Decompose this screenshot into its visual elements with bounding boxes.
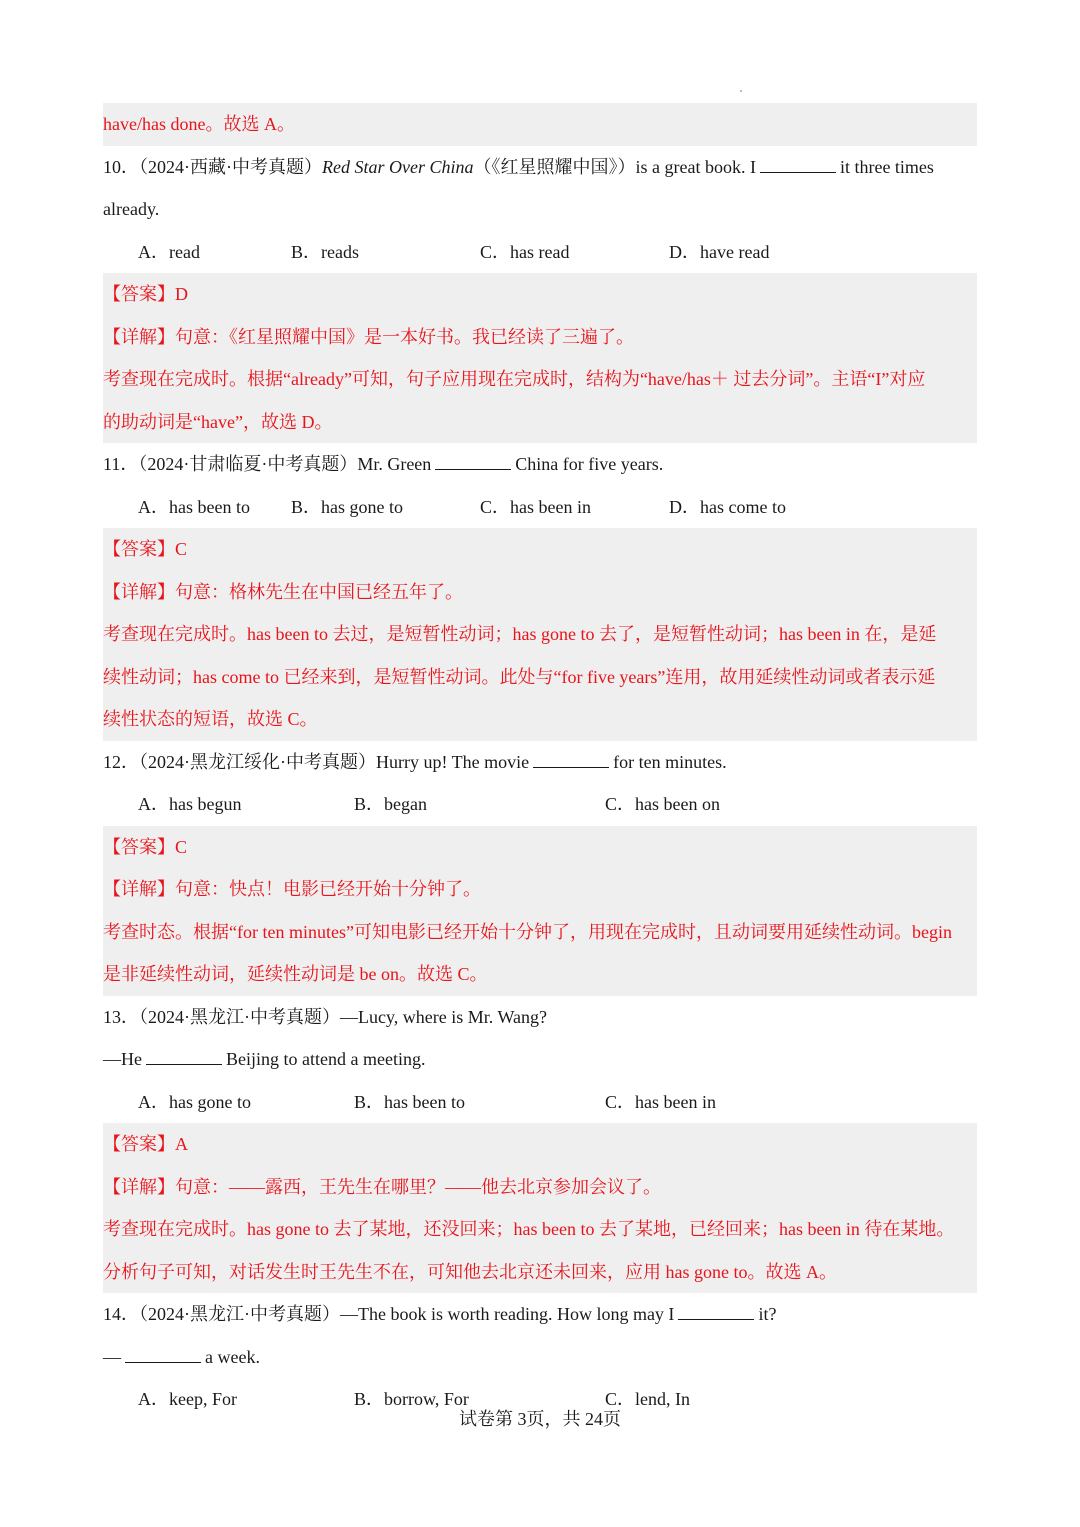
option-a[interactable]: A．keep, For [138, 1389, 237, 1409]
q13-stem: 13．（2024·黑龙江·中考真题）—Lucy, where is Mr. Wang? [103, 1006, 547, 1027]
q12-stem: 12．（2024·黑龙江绥化·中考真题）Hurry up! The movie for ten minutes. [103, 751, 727, 772]
option-c[interactable]: C．lend, In [605, 1389, 690, 1409]
option-a[interactable]: A．read [138, 241, 200, 262]
option-b[interactable]: B．has been to [354, 1091, 465, 1112]
q11-options [103, 486, 977, 529]
option-d[interactable]: D．has come to [669, 496, 786, 517]
exam-page [103, 103, 977, 1421]
q13-explain-2: 考查现在完成时。has gone to 去了某地，还没回来；has been to 去了某地，已经回来；has been in 待在某地。 [103, 1208, 977, 1251]
q9-explanation-tail: have/has done。故选 A。 [103, 103, 977, 146]
option-c[interactable]: C．has read [480, 241, 570, 262]
option-b[interactable]: B．began [354, 794, 427, 814]
q10-stem: 10．（2024·西藏·中考真题）Red Star Over China（《红星照耀中国》）is a great book. I it three times [103, 156, 934, 177]
q12-explain-3: 是非延续性动词，延续性动词是 be on。故选 C。 [103, 953, 977, 996]
q11-explain-3: 续性动词；has come to 已经来到，是短暂性动词。此处与“for five years”连用，故用延续性动词或者表示延 [103, 656, 977, 699]
book-title: Red Star Over China [322, 156, 474, 177]
q14-stem-cont: — a week. [103, 1346, 260, 1367]
option-c[interactable]: C．has been in [605, 1091, 716, 1112]
answer-blank [146, 1063, 222, 1065]
option-c[interactable]: C．has been in [480, 496, 591, 517]
q12-explain-1: 【详解】句意：快点！电影已经开始十分钟了。 [103, 868, 977, 911]
page-footer: 试卷第 3页，共 24页 [459, 1409, 621, 1429]
q10-answer: 【答案】D [103, 273, 977, 316]
q10-stem-cont: already. [103, 199, 160, 219]
q12-explain-2: 考查时态。根据“for ten minutes”可知电影已经开始十分钟了，用现在完成时，且动词要用延续性动词。begin [103, 911, 977, 954]
q13-stem-cont: —He Beijing to attend a meeting. [103, 1049, 426, 1069]
q13-options [103, 1081, 977, 1124]
answer-blank [125, 1361, 201, 1363]
q10-options [103, 231, 977, 274]
q11-answer: 【答案】C [103, 528, 977, 571]
option-b[interactable]: B．reads [291, 241, 359, 262]
q11-stem: 11．（2024·甘肃临夏·中考真题）Mr. Green China for five years. [103, 454, 664, 474]
q10-explain-2: 考查现在完成时。根据“already”可知，句子应用现在完成时，结构为“have/has＋ 过去分词”。主语“I”对应 [103, 358, 977, 401]
q14-stem: 14．（2024·黑龙江·中考真题）—The book is worth reading. How long may I it? [103, 1304, 777, 1324]
q12-options [103, 783, 977, 826]
q12-answer: 【答案】C [103, 826, 977, 869]
option-b[interactable]: B．has gone to [291, 496, 403, 517]
scan-dot [740, 90, 742, 92]
option-a[interactable]: A．has gone to [138, 1091, 251, 1112]
option-c[interactable]: C．has been on [605, 794, 720, 814]
answer-blank [678, 1318, 754, 1320]
answer-blank [760, 171, 836, 173]
option-b[interactable]: B．borrow, For [354, 1389, 469, 1409]
option-a[interactable]: A．has begun [138, 794, 242, 814]
q13-answer: 【答案】A [103, 1123, 977, 1166]
q13-explain-3: 分析句子可知，对话发生时王先生不在，可知他去北京还未回来，应用 has gone to。故选 A。 [103, 1251, 977, 1294]
option-a[interactable]: A．has been to [138, 496, 250, 517]
answer-blank [435, 468, 511, 470]
option-d[interactable]: D．have read [669, 241, 770, 262]
q11-explain-4: 续性状态的短语，故选 C。 [103, 698, 977, 741]
q11-explain-2: 考查现在完成时。has been to 去过，是短暂性动词；has gone to 去了，是短暂性动词；has been in 在，是延 [103, 613, 977, 656]
answer-blank [533, 766, 609, 768]
q10-explain-3: 的助动词是“have”，故选 D。 [103, 401, 977, 444]
q11-explain-1: 【详解】句意：格林先生在中国已经五年了。 [103, 571, 977, 614]
q10-explain-1: 【详解】句意：《红星照耀中国》是一本好书。我已经读了三遍了。 [103, 316, 977, 359]
q13-explain-1: 【详解】句意：——露西，王先生在哪里？——他去北京参加会议了。 [103, 1166, 977, 1209]
